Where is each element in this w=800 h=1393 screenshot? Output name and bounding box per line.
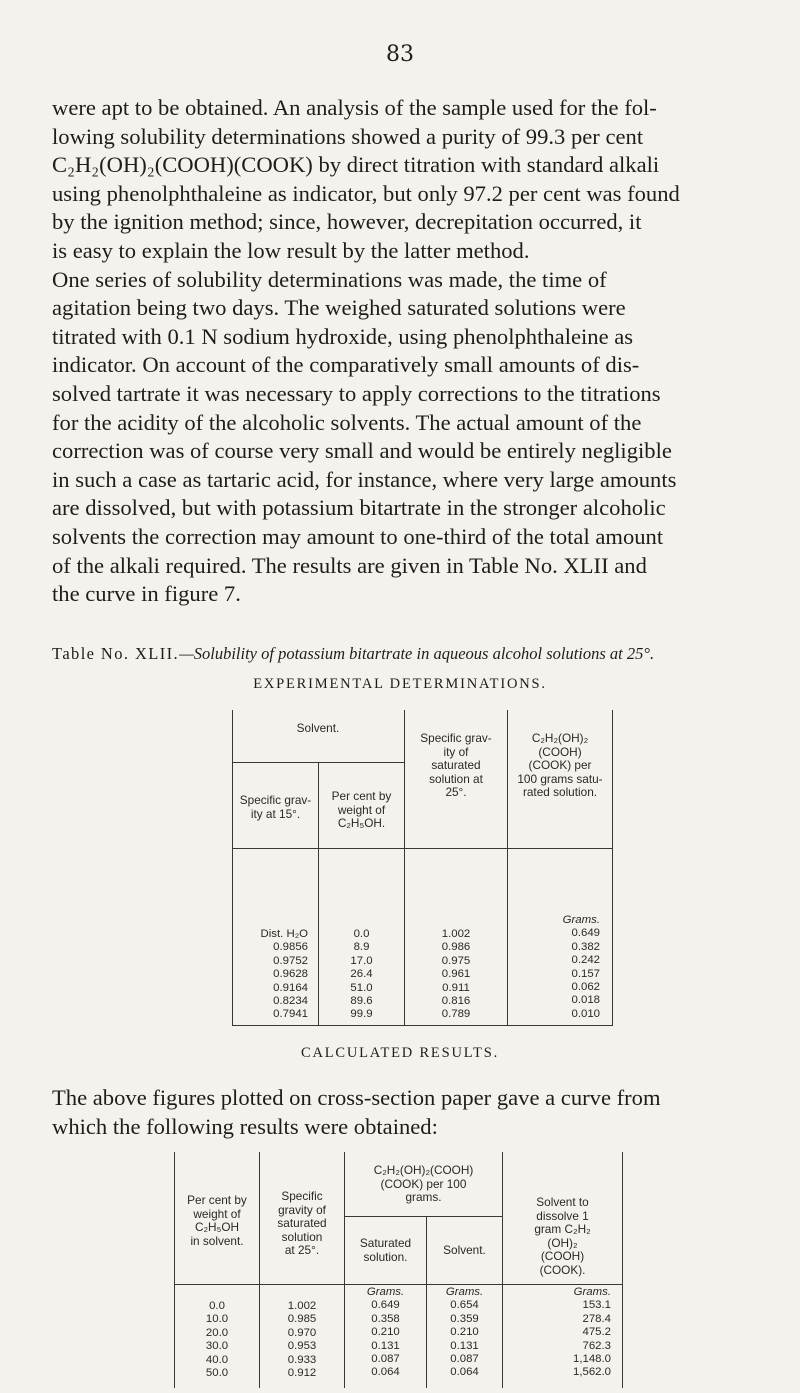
header-specific-gravity-25: Specific grav- ity of saturated solution at 25°. (420, 731, 492, 799)
text-line: One series of solubility determinations was made, the time of (52, 266, 607, 292)
cell: 0.649 (571, 927, 600, 940)
text-line: is easy to explain the low result by the latter method. (52, 237, 530, 263)
cell: 0.9628 (273, 968, 308, 981)
page-number: 83 (386, 42, 414, 67)
cell: 1,148.0 (572, 1353, 611, 1366)
cell: 1.002 (441, 928, 471, 940)
cell: 20.0 (205, 1326, 229, 1339)
header-specific-gravity-15: Specific grav- ity at 15°. (239, 793, 312, 821)
table-subheading: EXPERIMENTAL DETERMINATIONS. (253, 676, 547, 692)
column-saturated-solution (345, 1286, 426, 1380)
cell: 0.912 (287, 1367, 317, 1380)
cell: 0.210 (450, 1326, 479, 1339)
column-percent-alcohol-2 (175, 1300, 259, 1380)
text-line: solved tartrate it was necessary to apply corrections to the titrations (52, 380, 661, 406)
cell: 0.911 (442, 981, 470, 994)
cell: 475.2 (582, 1326, 611, 1339)
text-line: The above figures plotted on cross-section paper gave a curve from (52, 1085, 661, 1110)
cell: 0.975 (441, 954, 471, 967)
cell: 0.933 (287, 1353, 317, 1366)
cell: 0.986 (441, 941, 471, 954)
text-line: C₂H₂(OH)₂(COOH)(COOK) by direct titration with standard alkali (52, 152, 660, 178)
cell: 0.985 (287, 1313, 317, 1326)
cell: 0.9856 (273, 941, 308, 954)
cell: 0.953 (287, 1340, 317, 1353)
cell: 0.131 (450, 1339, 479, 1352)
header-percent-alcohol-2: Per cent by weight of C₂H₅OH in solvent. (187, 1193, 247, 1248)
text-line: of the alkali required. The results are given in Table No. XLII and (52, 552, 647, 578)
unit-label: Grams. (573, 1286, 611, 1298)
column-specific-gravity-2 (260, 1300, 344, 1380)
cell: 0.010 (571, 1007, 600, 1020)
cell: 0.8234 (273, 995, 308, 1008)
header-tartrate-per-100-grams: C₂H₂(OH)₂(COOH) (COOK) per 100 grams. (373, 1163, 474, 1204)
text-line: solvents the correction may amount to one-third of the total amount (52, 523, 664, 549)
text-line: the curve in figure 7. (52, 581, 241, 607)
cell: 0.9752 (273, 954, 308, 967)
header-solvent-2: Solvent. (443, 1243, 486, 1257)
cell: 8.9 (353, 941, 370, 954)
cell: 26.4 (350, 968, 373, 981)
cell: 0.961 (441, 968, 471, 981)
cell: 0.062 (571, 981, 600, 994)
column-solvent (427, 1286, 502, 1380)
column-solvent-to-dissolve (503, 1286, 611, 1380)
cell: 0.064 (371, 1366, 400, 1379)
unit-label: Grams. (366, 1286, 405, 1298)
text-line: which the following results were obtained: (52, 1113, 438, 1139)
cell: 0.210 (371, 1326, 400, 1339)
cell: 1,562.0 (572, 1366, 611, 1379)
cell: 0.649 (371, 1299, 400, 1312)
cell: 0.242 (571, 954, 600, 967)
cell: 40.0 (205, 1353, 229, 1366)
header-solvent: Solvent. (296, 721, 340, 735)
header-amount-dissolved: C₂H₂(OH)₂ (COOH) (COOK) per 100 grams satu- rated solution. (517, 731, 603, 799)
cell: 0.131 (371, 1339, 400, 1352)
text-line: titrated with 0.1 N sodium hydroxide, using phenolphthaleine as (52, 323, 634, 349)
cell: 153.1 (582, 1299, 611, 1312)
cell: Dist. H₂O (260, 928, 308, 940)
cell: 0.018 (571, 994, 600, 1007)
text-line: in such a case as tartaric acid, for instance, where very large amounts (52, 466, 677, 492)
table-caption-lead: Table No. XLII. (52, 644, 180, 663)
cell: 0.359 (450, 1312, 479, 1325)
cell: 0.0 (209, 1300, 225, 1312)
cell: 0.654 (450, 1299, 479, 1312)
text-line: lowing solubility determinations showed a purity of 99.3 per cent (52, 123, 644, 149)
cell: 762.3 (582, 1339, 611, 1352)
cell: 0.9164 (273, 981, 308, 994)
header-specific-gravity-2: Specific gravity of saturated solution at 25°. (277, 1189, 327, 1257)
header-saturated-solution: Saturated solution. (359, 1236, 412, 1264)
cell: 17.0 (350, 954, 373, 967)
text-line: for the acidity of the alcoholic solvents. The actual amount of the (52, 409, 642, 435)
text-line: correction was of course very small and would be entirely negligible (52, 438, 672, 464)
text-line: were apt to be obtained. An analysis of the sample used for the fol- (52, 95, 657, 120)
cell: 0.789 (441, 1008, 471, 1021)
cell: 0.970 (287, 1326, 317, 1339)
header-solvent-to-dissolve: Solvent to dissolve 1 gram C₂H₂ (OH)₂ (COOH) (COOK). (534, 1195, 591, 1277)
cell: 0.157 (571, 967, 600, 980)
cell: 50.0 (205, 1367, 229, 1380)
cell: 0.382 (571, 940, 600, 953)
header-percent-alcohol: Per cent by weight of C₂H₅OH. (331, 789, 392, 830)
table-caption-title: —Solubility of potassium bitartrate in aqueous alcohol solutions at 25°. (179, 644, 655, 663)
text-line: using phenolphthaleine as indicator, but only 97.2 per cent was found (52, 180, 680, 206)
cell: 0.087 (371, 1353, 400, 1366)
cell: 10.0 (205, 1313, 229, 1326)
cell: 51.0 (350, 981, 373, 994)
unit-label: Grams. (562, 914, 600, 926)
cell: 278.4 (582, 1312, 611, 1325)
cell: 0.064 (450, 1366, 479, 1379)
text-line: are dissolved, but with potassium bitartrate in the stronger alcoholic (52, 495, 666, 521)
cell: 99.9 (350, 1008, 373, 1021)
cell: 0.087 (450, 1353, 479, 1366)
text-line: by the ignition method; since, however, decrepitation occurred, it (52, 209, 642, 235)
calculated-subheading: CALCULATED RESULTS. (300, 1045, 499, 1061)
cell: 89.6 (350, 995, 373, 1008)
cell: 0.7941 (273, 1008, 308, 1021)
cell: 1.002 (287, 1300, 317, 1312)
text-line: indicator. On account of the comparatively small amounts of dis- (52, 352, 640, 378)
cell: 30.0 (205, 1340, 229, 1353)
cell: 0.0 (353, 928, 370, 940)
text-line: agitation being two days. The weighed saturated solutions were (52, 295, 626, 321)
cell: 0.816 (441, 995, 471, 1008)
cell: 0.358 (371, 1312, 400, 1325)
unit-label: Grams. (445, 1286, 484, 1298)
